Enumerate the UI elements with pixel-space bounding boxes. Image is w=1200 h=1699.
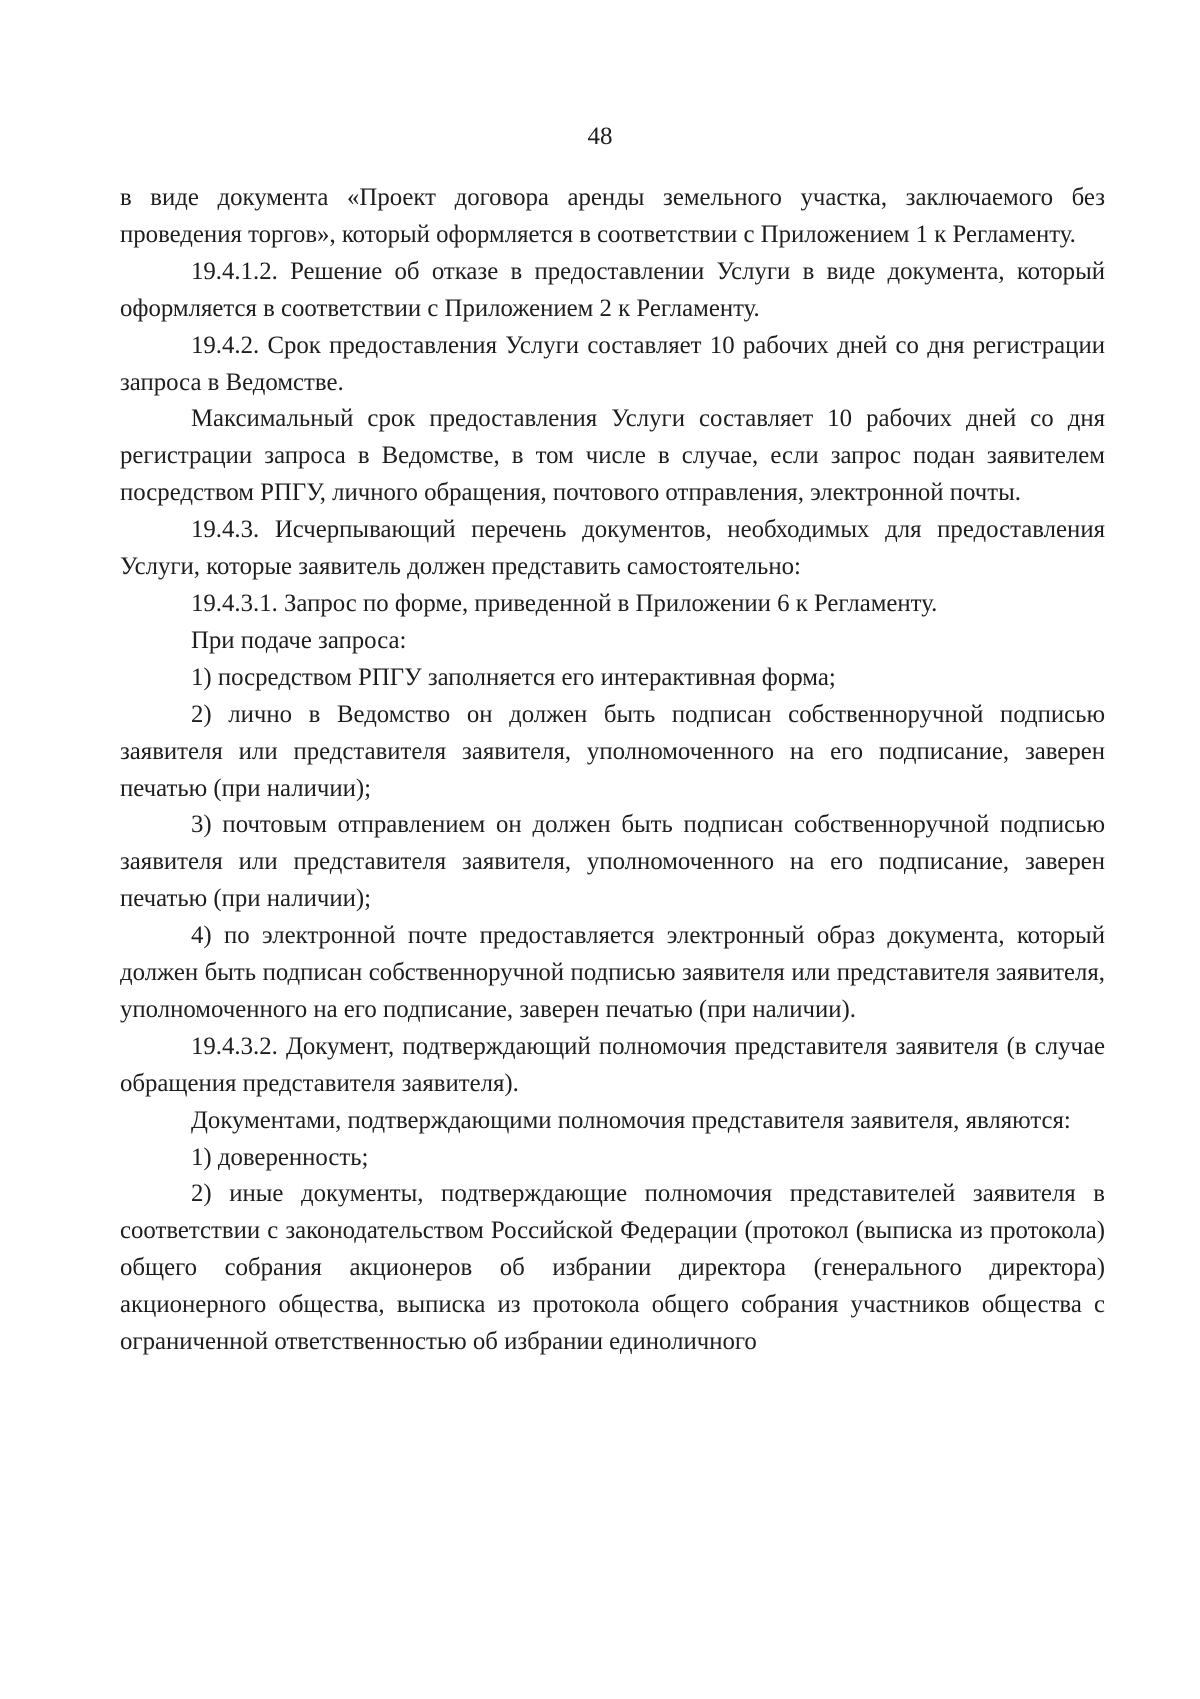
paragraph: 19.4.2. Срок предоставления Услуги составляет 10 рабочих дней со дня регистрации запроса в Ведомстве. xyxy=(120,331,1105,396)
paragraph: 19.4.3.1. Запрос по форме, приведенной в Приложении 6 к Регламенту. xyxy=(191,589,938,617)
list-item: 1) посредством РПГУ заполняется его интерактивная форма; xyxy=(191,663,836,691)
list-item: 1) доверенность; xyxy=(191,1143,369,1171)
page-number: 48 xyxy=(587,123,613,150)
paragraph: 19.4.3. Исчерпывающий перечень документов, необходимых для предоставления Услуги, которые заявитель должен представить самостоятельно: xyxy=(120,516,1105,581)
paragraph: 19.4.1.2. Решение об отказе в предоставлении Услуги в виде документа, который оформляется в соответствии с Приложением 2 к Регламенту. xyxy=(120,257,1105,322)
paragraph: в виде документа «Проект договора аренды земельного участка, заключаемого без проведения торгов», который оформляется в соответствии с Приложением 1 к Регламенту. xyxy=(120,184,1105,248)
paragraph: Максимальный срок предоставления Услуги составляет 10 рабочих дней со дня регистрации запроса в Ведомстве, в том числе в случае, если запрос подан заявителем посредством РПГУ, личного обращения, почтового отправления, электронной почты. xyxy=(120,405,1105,507)
list-item: 2) иные документы, подтверждающие полномочия представителей заявителя в соответствии с законодательством Российской Федерации (протокол (выписка из протокола) общего собрания акционеров об избрании директора (генерального директора) акционерного общества, выписка из протокола общего собрания участников общества с ограниченной ответственностью об избрании единоличного xyxy=(120,1180,1105,1356)
paragraph: При подаче запроса: xyxy=(191,626,407,654)
list-item: 4) по электронной почте предоставляется электронный образ документа, который должен быть подписан собственноручной подписью заявителя или представителя заявителя, уполномоченного на его подписание, заверен печатью (при наличии). xyxy=(120,922,1105,1023)
list-item: 3) почтовым отправлением он должен быть подписан собственноручной подписью заявителя или представителя заявителя, уполномоченного на его подписание, заверен печатью (при наличии); xyxy=(120,811,1105,913)
paragraph: Документами, подтверждающими полномочия представителя заявителя, являются: xyxy=(191,1106,1071,1134)
paragraph: 19.4.3.2. Документ, подтверждающий полномочия представителя заявителя (в случае обращения представителя заявителя). xyxy=(120,1032,1105,1097)
list-item: 2) лично в Ведомство он должен быть подписан собственноручной подписью заявителя или представителя заявителя, уполномоченного на его подписание, заверен печатью (при наличии); xyxy=(120,700,1105,802)
document-body xyxy=(120,180,1105,1361)
